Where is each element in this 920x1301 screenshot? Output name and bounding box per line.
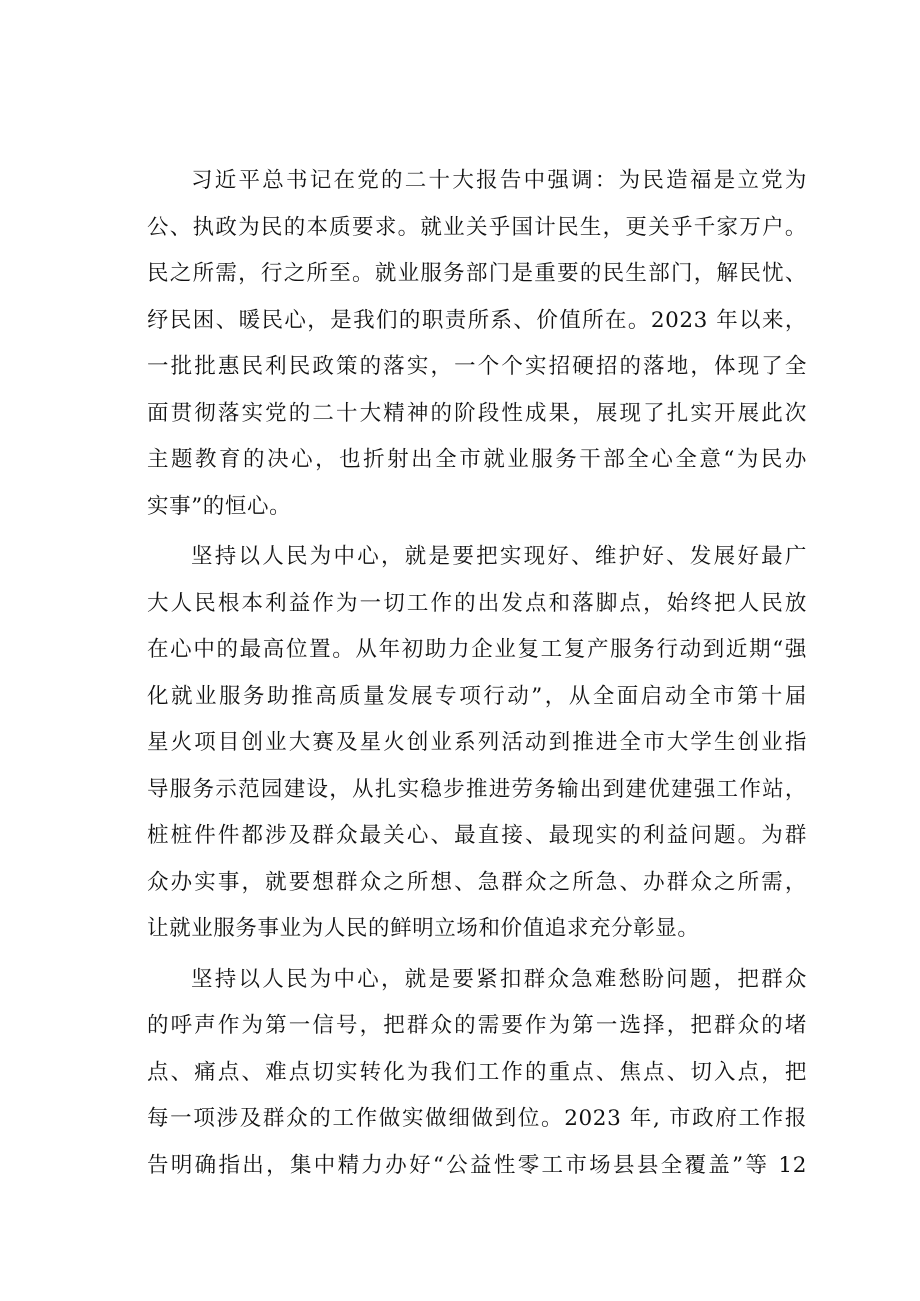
text-line: 告明确指出，集中精力办好“公益性零工市场县县全覆盖”等 12 bbox=[147, 1152, 807, 1178]
text-line: 一批批惠民利民政策的落实，一个个实招硬招的落地，体现了全 bbox=[147, 354, 807, 379]
text-line: 在心中的最高位置。从年初助力企业复工复产服务行动到近期“强 bbox=[147, 637, 807, 662]
text-line: 让就业服务事业为人民的鲜明立场和价值追求充分彰显。 bbox=[147, 916, 700, 941]
text-line: 面贯彻落实党的二十大精神的阶段性成果，展现了扎实开展此次 bbox=[147, 400, 807, 426]
text-line: 化就业服务助推高质量发展专项行动”，从全面启动全市第十届 bbox=[147, 683, 807, 709]
text-line: 星火项目创业大赛及星火创业系列活动到推进全市大学生创业指 bbox=[147, 730, 807, 755]
paragraph-2 bbox=[147, 534, 807, 953]
paragraph-1 bbox=[147, 158, 807, 530]
text-line: 主题教育的决心，也折射出全市就业服务干部全心全意“为民办 bbox=[147, 447, 807, 472]
paragraph-3 bbox=[147, 957, 807, 1190]
text-line: 实事”的恒心。 bbox=[147, 493, 292, 519]
text-line: 公、执政为民的本质要求。就业关乎国计民生，更关乎千家万户。 bbox=[147, 214, 807, 240]
text-line: 点、痛点、难点切实转化为我们工作的重点、焦点、切入点，把 bbox=[147, 1059, 807, 1085]
text-line: 大人民根本利益作为一切工作的出发点和落脚点，始终把人民放 bbox=[147, 590, 807, 616]
text-line: 坚持以人民为中心，就是要把实现好、维护好、发展好最广 bbox=[191, 544, 807, 569]
text-line: 习近平总书记在党的二十大报告中强调：为民造福是立党为 bbox=[191, 168, 807, 193]
text-line: 坚持以人民为中心，就是要紧扣群众急难愁盼问题，把群众 bbox=[191, 966, 807, 992]
text-line: 导服务示范园建设，从扎实稳步推进劳务输出到建优建强工作站， bbox=[147, 776, 807, 802]
text-line: 众办实事，就要想群众之所想、急群众之所急、办群众之所需， bbox=[147, 869, 807, 895]
text-line: 民之所需，行之所至。就业服务部门是重要的民生部门，解民忧、 bbox=[147, 261, 807, 286]
text-line: 每一项涉及群众的工作做实做细做到位。2023 年, 市政府工作报 bbox=[147, 1106, 807, 1131]
document-body bbox=[147, 158, 807, 1193]
text-line: 桩桩件件都涉及群众最关心、最直接、最现实的利益问题。为群 bbox=[147, 823, 807, 848]
text-line: 的呼声作为第一信号，把群众的需要作为第一选择，把群众的堵 bbox=[147, 1013, 807, 1038]
text-line: 纾民困、暖民心，是我们的职责所系、价值所在。2023 年以来， bbox=[147, 307, 807, 333]
